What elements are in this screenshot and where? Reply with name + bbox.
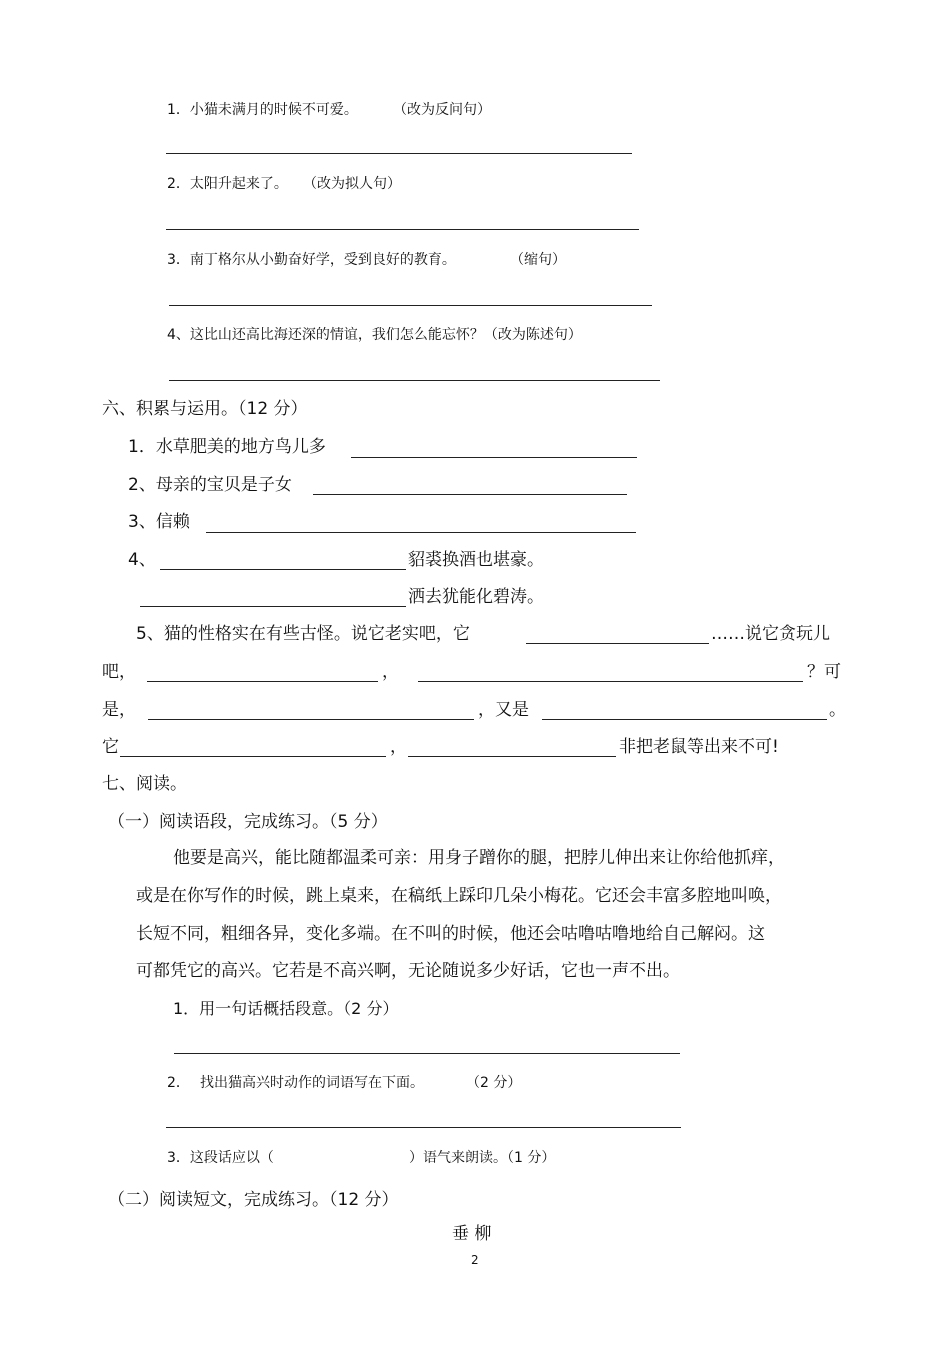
answer-line[interactable] <box>351 457 637 458</box>
q5-ba: 吧， <box>102 662 136 682</box>
answer-line[interactable] <box>408 756 616 757</box>
poem-line-2: 洒去犹能化碧涛。 <box>408 587 544 607</box>
passage-line-2: 或是在你写作的时候，跳上桌来，在稿纸上踩印几朵小梅花。它还会丰富多腔地叫唤， <box>136 886 782 906</box>
answer-line[interactable] <box>166 229 639 230</box>
passage-line-1: 他要是高兴，能比随都温柔可亲：用身子蹭你的腿，把脖儿伸出来让你给他抓痒， <box>173 848 785 868</box>
s5-item-4: 4、这比山还高比海还深的情谊，我们怎么能忘怀？（改为陈述句） <box>167 327 582 343</box>
part2-title: （二）阅读短文，完成练习。（12 分） <box>108 1190 399 1210</box>
s6-item-4: 4、 <box>128 550 156 570</box>
answer-line[interactable] <box>542 719 827 720</box>
s5-item-1: 1．小猫未满月的时候不可爱。 <box>167 102 358 118</box>
s5-item-3: 3．南丁格尔从小勤奋好学，受到良好的教育。 <box>167 252 456 268</box>
reading-q3-b: ）语气来朗读。（1 分） <box>409 1150 556 1166</box>
q5-comma-2: ， <box>390 737 407 757</box>
answer-line[interactable] <box>120 756 386 757</box>
q5-comma: ， <box>382 662 399 682</box>
section6-title: 六、积累与运用。（12 分） <box>102 399 308 419</box>
s5-item-1-hint: （改为反问句） <box>393 102 491 118</box>
answer-line[interactable] <box>166 1127 681 1128</box>
q5-intro: 5、猫的性格实在有些古怪。说它老实吧，它 <box>136 624 470 644</box>
passage-line-3: 长短不同，粗细各异，变化多端。在不叫的时候，他还会咕噜咕噜地给自己解闷。这 <box>136 924 765 944</box>
reading-q2-num: 2． <box>167 1075 190 1091</box>
reading-q1: 1．用一句话概括段意。（2 分） <box>173 999 399 1018</box>
q5-you-shi: ，又是 <box>478 700 529 720</box>
answer-line[interactable] <box>206 532 636 533</box>
answer-line[interactable] <box>526 643 709 644</box>
reading-q2: 找出猫高兴时动作的词语写在下面。 <box>200 1075 424 1091</box>
poem-line-1: 貂裘换酒也堪豪。 <box>408 550 544 570</box>
answer-line[interactable] <box>140 606 406 607</box>
answer-line[interactable] <box>166 153 632 154</box>
s5-item-2-hint: （改为拟人句） <box>303 176 401 192</box>
answer-line[interactable] <box>313 494 627 495</box>
page-number: 2 <box>471 1253 479 1267</box>
q5-ta: 它 <box>102 737 119 757</box>
q5-ellipsis: ……说它贪玩儿 <box>711 624 830 644</box>
q5-period: 。 <box>829 700 846 720</box>
passage-line-4: 可都凭它的高兴。它若是不高兴啊，无论随说多少好话，它也一声不出。 <box>136 961 680 981</box>
q5-ke: ？可 <box>807 662 841 682</box>
answer-line[interactable] <box>174 1053 680 1054</box>
section7-title: 七、阅读。 <box>102 774 187 794</box>
answer-line[interactable] <box>169 305 652 306</box>
answer-line[interactable] <box>169 380 660 381</box>
q5-end: 非把老鼠等出来不可! <box>619 737 779 757</box>
article-title: 垂 柳 <box>452 1224 492 1244</box>
s6-item-3: 3、信赖 <box>128 512 190 532</box>
reading-q2-score: （2 分） <box>466 1075 522 1091</box>
s5-item-2: 2．太阳升起来了。 <box>167 176 288 192</box>
reading-q3-a: 3．这段话应以（ <box>167 1150 274 1166</box>
part1-title: （一）阅读语段，完成练习。（5 分） <box>108 812 388 832</box>
s6-item-2: 2、母亲的宝贝是子女 <box>128 475 292 495</box>
answer-line[interactable] <box>418 681 803 682</box>
s5-item-3-hint: （缩句） <box>510 252 566 268</box>
answer-line[interactable] <box>148 719 474 720</box>
answer-line[interactable] <box>147 681 378 682</box>
answer-line[interactable] <box>160 569 406 570</box>
q5-shi: 是， <box>102 700 136 720</box>
s6-item-1: 1．水草肥美的地方鸟儿多 <box>128 437 326 457</box>
